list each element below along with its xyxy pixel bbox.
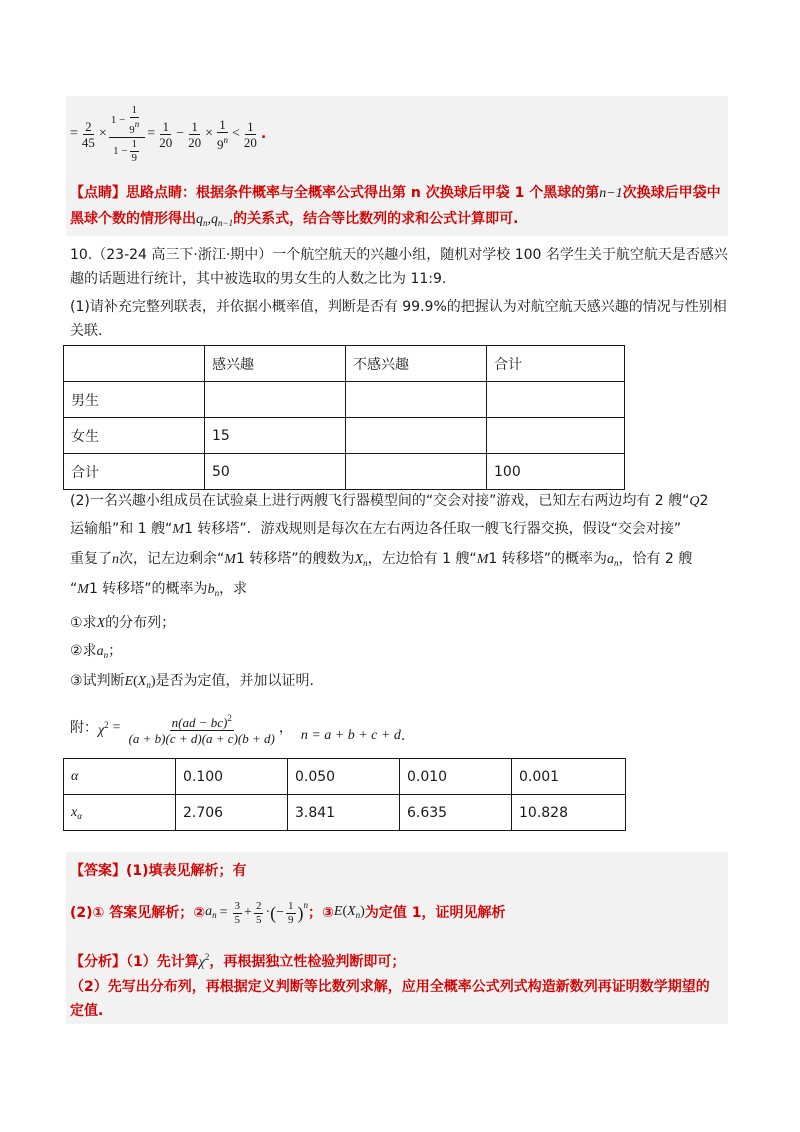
chi-square-fraction: $\frac{n(ad - bc)^2}{(a + b)(c + d)(a + c)(b + d)}$ [128, 712, 275, 746]
table-header-row: 感兴趣 不感兴趣 合计 [64, 346, 625, 382]
part2-line-1: (2)一名兴趣小组成员在试验桌上进行两艘飞行器模型间的“交会对接”游戏，已知左右两边均有 2 艘“Q2 [70, 493, 709, 509]
coef-fraction: $\frac{2}{45}$ [81, 118, 95, 150]
part1-line-2: 关联. [70, 323, 103, 339]
question-1: ①求X的分布列； [70, 615, 176, 631]
question-3: ③试判断$E(X_n)$是否为定值，并加以证明. [70, 673, 314, 690]
part2-line-2: 运输船”和 1 艘“M1 转移塔”．游戏规则是每次在左右两边各任取一艘飞行器交换，假设“交会对接” [70, 521, 682, 537]
part2-line-4: “M1 转移塔”的概率为$b_n$，求 [70, 581, 248, 598]
analysis-line-1: 【分析】（1）先计算$\chi^2$，再根据独立性检验判断即可； [70, 952, 406, 970]
analysis-line-2: （2）先写出分布列，再根据定义判断等比数列求解，应用全概率公式列式构造新数列再证明数学期望的 [70, 979, 710, 995]
table-row: 男生 [64, 382, 625, 418]
analysis-line-3: 定值. [70, 1003, 104, 1019]
problem-line-2: 趣的话题进行统计，其中被选取的男女生的人数之比为 11:9. [70, 271, 447, 287]
critical-value-table [63, 758, 626, 831]
table-row: 合计 50 100 [64, 454, 625, 490]
nested-fraction: 1 − $\frac{1}{9^n}$ 1 − $\frac{1}{9}$ [109, 104, 145, 165]
problem-line-1: 10.（23-24 高三下·浙江·期中）一个航空航天的兴趣小组，随机对学校 100 名学生关于航空航天是否感兴 [70, 247, 728, 263]
tip-line-1: 【点睛】思路点睛：根据条件概率与全概率公式得出第 n 次换球后甲袋 1 个黑球的第n−1次换球后甲袋中 [70, 185, 721, 201]
appendix-formula: 附： $\chi^2$ = $\frac{n(ad - bc)^2}{(a + b)(c + d)(a + c)(b + d)}$ ， n = a + b + c + d . [70, 712, 406, 746]
critical-value-row: $x_\alpha$ 2.706 3.841 6.635 10.828 [64, 795, 626, 831]
answer-line-1: 【答案】(1)填表见解析；有 [70, 863, 247, 879]
alpha-row: α 0.100 0.050 0.010 0.001 [64, 759, 626, 795]
equation-line: = $\frac{2}{45}$ × 1 − $\frac{1}{9^n}$ 1 − $\frac{1}{9}$ = $\frac{1}{20}$ − $\frac{1}{20}$ × $\frac{1}{9^n}$ < $\frac{1}{20}$ . [70, 103, 267, 164]
contingency-table [63, 345, 625, 490]
answer-line-2: (2)① 答案见解析；② $a_n$ = $\frac{3}{5}$ + $\frac{2}{5}$ · ( − $\frac{1}{9}$ ) n ；③ $E(X_n)$ 为定值 1，证明见解析 [70, 899, 506, 926]
part1-line-1: (1)请补充完整列联表，并依据小概率值，判断是否有 99.9%的把握认为对航空航天感兴趣的情况与性别相 [70, 299, 727, 315]
table-row: 女生 15 [64, 418, 625, 454]
part2-line-3: 重复了n次，记左边剩余“M1 转移塔”的艘数为$X_n$，左边恰有 1 艘“M1 转移塔”的概率为$a_n$，恰有 2 艘 [70, 551, 693, 568]
question-2: ②求$a_n$； [70, 643, 123, 660]
tip-line-2: 黑球个数的情形得出$q_n,q_{n-1}$的关系式，结合等比数列的求和公式计算即可. [70, 211, 519, 228]
